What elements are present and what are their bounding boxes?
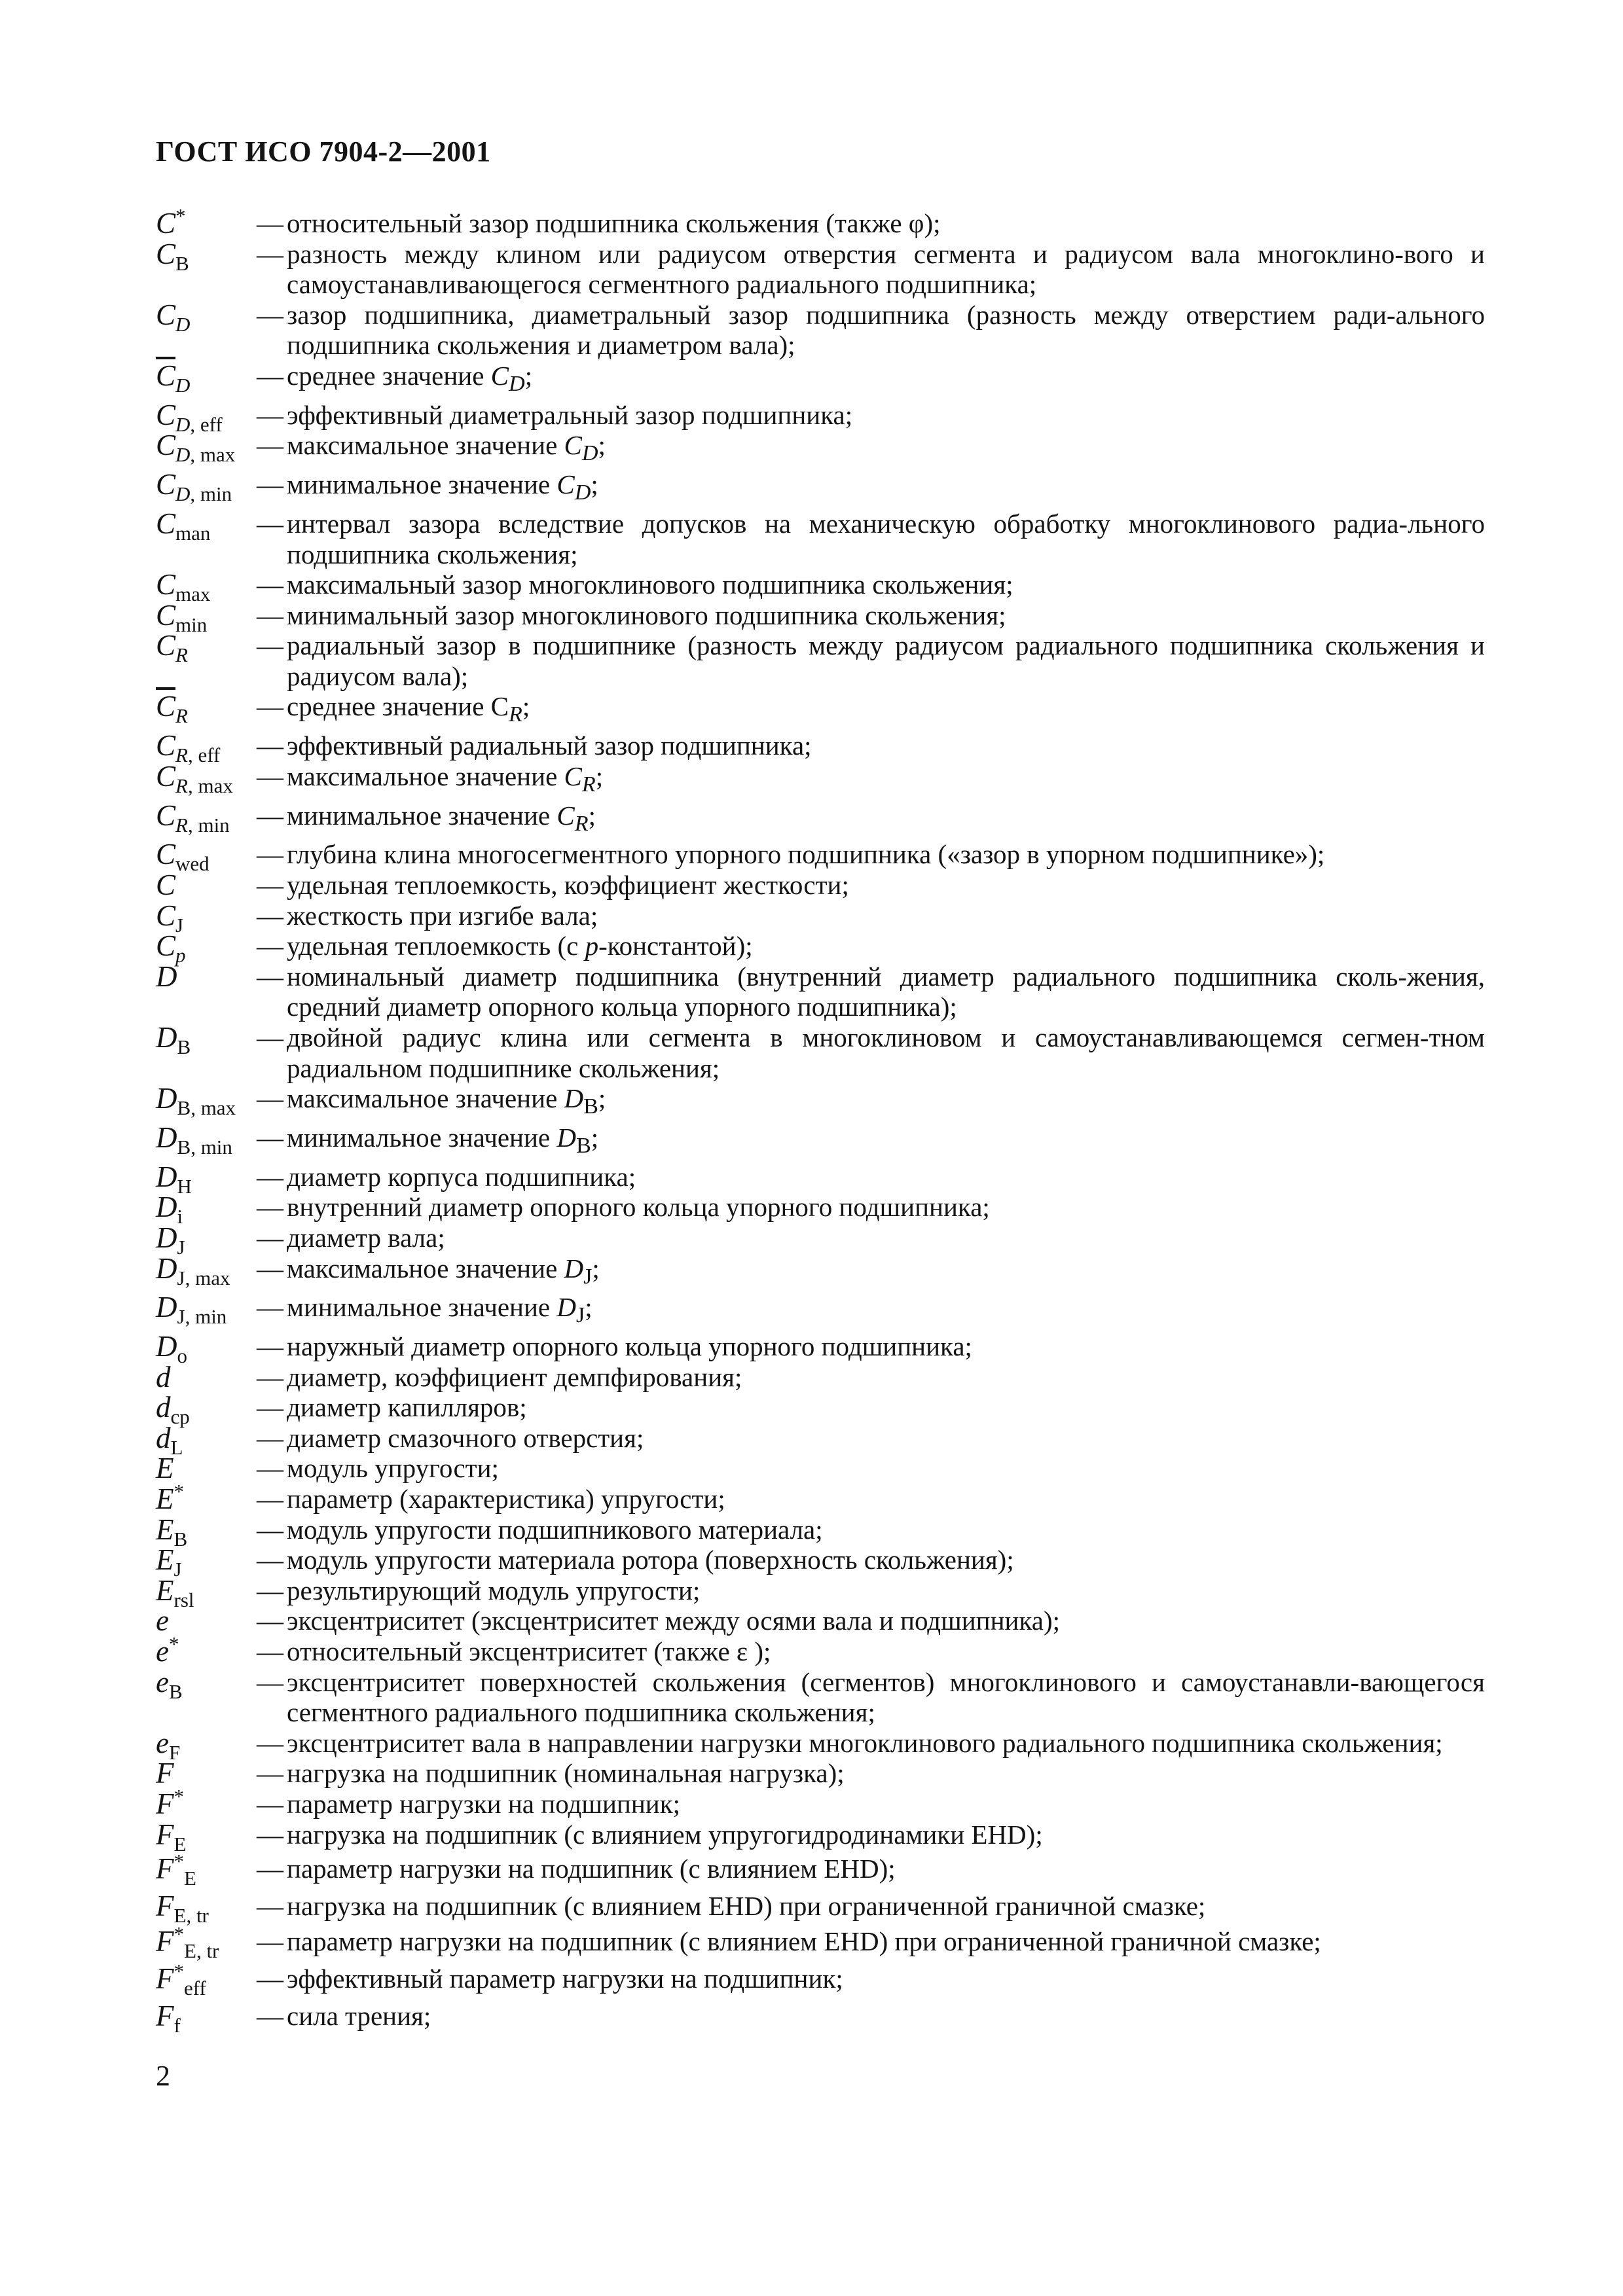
- definition-text: модуль упругости подшипникового материала;: [287, 1514, 823, 1545]
- definition-row: [156, 630, 1485, 691]
- definition-text: радиальный зазор в подшипнике (разность между радиусом радиального подшипника скольжения и радиусом вала);: [287, 630, 1485, 691]
- definition-row: [156, 1726, 1485, 1764]
- dash: —: [257, 630, 283, 661]
- dash: —: [257, 1122, 283, 1153]
- definition-row: [156, 598, 1485, 636]
- symbol-definitions-list: [156, 204, 1485, 2037]
- definition-row: [156, 870, 1485, 901]
- dash: —: [257, 1545, 283, 1575]
- definition-row: [156, 1784, 1485, 1820]
- definition-text: наружный диаметр опорного кольца упорного подшипника;: [287, 1331, 972, 1362]
- definition-text: зазор подшипника, диаметральный зазор подшипника (разность между отверстием ради-ального подшипника скольжения и диаметром вала);: [287, 299, 1485, 361]
- definition-text: глубина клина многосегментного упорного подшипника («зазор в упорном подшипнике»);: [287, 839, 1325, 870]
- definition-row: [156, 1667, 1485, 1728]
- definition-row: [156, 568, 1485, 606]
- dash: —: [257, 1392, 283, 1423]
- dash: —: [257, 1161, 283, 1192]
- dash: —: [257, 430, 283, 461]
- dash: —: [257, 208, 283, 238]
- definition-text: минимальное значение $D_J$;: [287, 1292, 593, 1328]
- dash: —: [257, 1926, 283, 1957]
- definition-text: минимальное значение $D_B$;: [287, 1122, 599, 1158]
- symbol: $F^*_{eff}$: [156, 1959, 206, 2000]
- definition-row: [156, 1191, 1485, 1229]
- symbol: $C_B$: [156, 237, 189, 275]
- dash: —: [257, 399, 283, 430]
- dash: —: [257, 1636, 283, 1666]
- symbol: $d_L$: [156, 1421, 183, 1459]
- symbol: $\overline{C}_R$: [156, 690, 188, 728]
- dash: —: [257, 761, 283, 791]
- definition-text: относительный эксцентриситет (также ε );: [287, 1636, 771, 1666]
- symbol: $C_{R, min}$: [156, 798, 230, 836]
- definition-row: [156, 398, 1485, 436]
- definition-row: [156, 1022, 1485, 1083]
- symbol: $D_{B, min}$: [156, 1121, 232, 1158]
- definition-row: [156, 729, 1485, 767]
- dash: —: [257, 469, 283, 500]
- definition-text: минимальное значение $C_D$;: [287, 469, 598, 505]
- page-number: 2: [156, 2060, 170, 2092]
- symbol: $D_{B, max}$: [156, 1082, 236, 1120]
- dash: —: [257, 1484, 283, 1515]
- definition-row: [156, 1453, 1485, 1484]
- definition-row: [156, 1292, 1485, 1331]
- symbol: $D_J$: [156, 1221, 185, 1259]
- definition-text: нагрузка на подшипник (с влиянием упругогидродинамики EHD);: [287, 1819, 1043, 1850]
- definition-row: [156, 204, 1485, 240]
- definition-text: удельная теплоемкость, коэффициент жесткости;: [287, 870, 849, 900]
- definition-row: [156, 929, 1485, 967]
- dash: —: [257, 1727, 283, 1758]
- definition-text: разность между клином или радиусом отверстия сегмента и радиусом вала многоклино-вого и самоустанавливающегося сегментного радиального подшипника;: [287, 238, 1485, 300]
- definition-text: эффективный радиальный зазор подшипника;: [287, 730, 812, 761]
- dash: —: [257, 2000, 283, 2031]
- dash: —: [257, 931, 283, 961]
- definition-row: [156, 1605, 1485, 1636]
- definition-text: эффективный диаметральный зазор подшипника;: [287, 399, 853, 430]
- definition-text: диаметр корпуса подшипника;: [287, 1161, 636, 1192]
- dash: —: [257, 508, 283, 539]
- dash: —: [257, 299, 283, 330]
- symbol: E: [156, 1452, 174, 1485]
- definition-row: [156, 1818, 1485, 1856]
- definition-text: эксцентриситет вала в направлении нагрузки многоклинового радиального подшипника скольжения;: [287, 1727, 1443, 1758]
- dash: —: [257, 1253, 283, 1283]
- definition-row: [156, 899, 1485, 937]
- dash: —: [257, 1022, 283, 1052]
- symbol: e: [156, 1604, 169, 1638]
- definition-row: [156, 1160, 1485, 1198]
- definition-row: [156, 961, 1485, 1022]
- symbol: C: [156, 869, 176, 901]
- symbol: $e_B$: [156, 1665, 183, 1703]
- dash: —: [257, 1890, 283, 1921]
- definition-row: [156, 691, 1485, 730]
- dash: —: [257, 1331, 283, 1362]
- dash: —: [257, 1575, 283, 1605]
- definition-row: [156, 239, 1485, 300]
- dash: —: [257, 1453, 283, 1484]
- symbol: $C_{D, eff}$: [156, 398, 223, 436]
- dash: —: [257, 870, 283, 900]
- symbol: $C_p$: [156, 929, 186, 967]
- definition-text: диаметр, коэффициент демпфирования;: [287, 1361, 742, 1392]
- definition-text: параметр (характеристика) упругости;: [287, 1484, 725, 1515]
- dash: —: [257, 1192, 283, 1223]
- dash: —: [257, 1854, 283, 1884]
- dash: —: [257, 600, 283, 630]
- definition-text: максимальный зазор многоклинового подшипника скольжения;: [287, 569, 1013, 600]
- symbol: F*: [156, 1784, 184, 1820]
- definition-text: диаметр вала;: [287, 1222, 445, 1253]
- definition-row: [156, 1083, 1485, 1122]
- definition-text: нагрузка на подшипник (с влиянием EHD) при ограниченной граничной смазке;: [287, 1890, 1206, 1921]
- symbol: $e_F$: [156, 1726, 181, 1764]
- definition-text: диаметр капилляров;: [287, 1392, 527, 1423]
- symbol: $F^*_E$: [156, 1850, 196, 1890]
- definition-row: [156, 1850, 1485, 1890]
- definition-row: [156, 1221, 1485, 1259]
- definition-text: минимальное значение $C_R$;: [287, 800, 596, 836]
- dash: —: [257, 1963, 283, 1994]
- definition-text: интервал зазора вследствие допусков на механическую обработку многоклинового радиа-льного подшипника скольжения;: [287, 508, 1485, 569]
- definition-text: параметр нагрузки на подшипник (с влиянием EHD);: [287, 1854, 896, 1884]
- symbol: d: [156, 1360, 171, 1393]
- symbol: $C_{wed}$: [156, 838, 210, 876]
- definition-text: параметр нагрузки на подшипник;: [287, 1788, 681, 1819]
- definition-text: среднее значение $C_D$;: [287, 360, 533, 397]
- symbol: $C_{R, max}$: [156, 759, 233, 797]
- definition-row: [156, 1253, 1485, 1293]
- definition-text: эффективный параметр нагрузки на подшипник;: [287, 1963, 843, 1994]
- dash: —: [257, 900, 283, 931]
- symbol: F: [156, 1757, 174, 1790]
- symbol: $F^*_{E, tr}$: [156, 1922, 219, 1963]
- definition-row: [156, 1513, 1485, 1551]
- dash: —: [257, 1666, 283, 1697]
- symbol: $C_J$: [156, 899, 184, 937]
- definition-text: удельная теплоемкость (с p-константой);: [287, 931, 753, 961]
- symbol: $d_{cp}$: [156, 1391, 190, 1429]
- symbol: $C_{R, eff}$: [156, 729, 221, 767]
- definition-row: [156, 509, 1485, 569]
- symbol: $D_{J, min}$: [156, 1291, 227, 1329]
- definition-text: номинальный диаметр подшипника (внутренний диаметр радиального подшипника сколь-жения, средний диаметр опорного кольца упорного подшипника);: [287, 961, 1485, 1022]
- definition-row: [156, 361, 1485, 400]
- definition-text: максимальное значение $D_B$;: [287, 1083, 606, 1119]
- dash: —: [257, 1222, 283, 1253]
- definition-row: [156, 1999, 1485, 2037]
- dash: —: [257, 238, 283, 269]
- dash: —: [257, 1788, 283, 1819]
- definition-text: минимальный зазор многоклинового подшипника скольжения;: [287, 600, 1006, 630]
- definition-row: [156, 1573, 1485, 1611]
- definition-text: результирующий модуль упругости;: [287, 1575, 701, 1605]
- symbol: $E_J$: [156, 1543, 182, 1581]
- definition-row: [156, 1543, 1485, 1581]
- dash: —: [257, 1605, 283, 1636]
- definition-text: жесткость при изгибе вала;: [287, 900, 598, 931]
- symbol: $E_{rsl}$: [156, 1573, 194, 1611]
- definition-text: эксцентриситет поверхностей скольжения (сегментов) многоклинового и самоустанавли-вающегося сегментного радиального подшипника скольжения;: [287, 1666, 1485, 1728]
- definition-text: диаметр смазочного отверстия;: [287, 1422, 644, 1453]
- symbol: $C_{D, min}$: [156, 468, 232, 506]
- symbol: $D_H$: [156, 1160, 192, 1198]
- symbol: $C_{man}$: [156, 507, 211, 545]
- definition-row: [156, 1362, 1485, 1393]
- definition-text: относительный зазор подшипника скольжения (также φ);: [287, 208, 941, 238]
- dash: —: [257, 360, 283, 391]
- dash: —: [257, 961, 283, 992]
- symbol: $F_{E, tr}$: [156, 1889, 209, 1927]
- definition-row: [156, 800, 1485, 840]
- symbol: $D_B$: [156, 1020, 191, 1058]
- symbol: $D_{J, max}$: [156, 1251, 230, 1289]
- dash: —: [257, 730, 283, 761]
- definition-text: параметр нагрузки на подшипник (с влиянием EHD) при ограниченной граничной смазке;: [287, 1926, 1321, 1957]
- definition-row: [156, 1480, 1485, 1516]
- definition-row: [156, 761, 1485, 800]
- dash: —: [257, 691, 283, 722]
- dash: —: [257, 800, 283, 831]
- dash: —: [257, 1758, 283, 1789]
- symbol: $C_{min}$: [156, 598, 208, 636]
- definition-row: [156, 838, 1485, 876]
- definition-text: модуль упругости материала ротора (поверхность скольжения);: [287, 1545, 1014, 1575]
- definition-text: сила трения;: [287, 2000, 431, 2031]
- definition-text: внутренний диаметр опорного кольца упорного подшипника;: [287, 1192, 990, 1223]
- definition-row: [156, 1632, 1485, 1668]
- symbol: $\overline{C}_D$: [156, 359, 191, 397]
- symbol: $C_R$: [156, 629, 188, 667]
- definition-row: [156, 469, 1485, 509]
- definition-text: среднее значение $C_R$;: [287, 691, 530, 727]
- definition-text: нагрузка на подшипник (номинальная нагрузка);: [287, 1758, 845, 1789]
- document-header: ГОСТ ИСО 7904-2—2001: [156, 135, 491, 168]
- definition-row: [156, 430, 1485, 469]
- dash: —: [257, 1819, 283, 1850]
- definition-text: максимальное значение $D_J$;: [287, 1253, 600, 1289]
- symbol: $C_{D, max}$: [156, 429, 236, 467]
- definition-row: [156, 1421, 1485, 1459]
- symbol: $F_f$: [156, 1999, 181, 2037]
- definition-row: [156, 1122, 1485, 1162]
- dash: —: [257, 1422, 283, 1453]
- definition-row: [156, 1889, 1485, 1927]
- symbol: D: [156, 960, 177, 993]
- dash: —: [257, 569, 283, 600]
- dash: —: [257, 1292, 283, 1323]
- symbol: $D_i$: [156, 1191, 183, 1229]
- symbol: C*: [156, 204, 186, 240]
- definition-row: [156, 300, 1485, 361]
- dash: —: [257, 1514, 283, 1545]
- definition-text: модуль упругости;: [287, 1453, 499, 1484]
- definition-row: [156, 1391, 1485, 1429]
- symbol: $D_o$: [156, 1330, 187, 1368]
- dash: —: [257, 1361, 283, 1392]
- definition-text: максимальное значение $C_D$;: [287, 430, 606, 466]
- symbol: $C_{max}$: [156, 568, 211, 606]
- dash: —: [257, 839, 283, 870]
- definition-row: [156, 1922, 1485, 1963]
- definition-text: максимальное значение $C_R$;: [287, 761, 604, 797]
- symbol: $E_B$: [156, 1513, 188, 1551]
- definition-row: [156, 1330, 1485, 1368]
- symbol: e*: [156, 1632, 179, 1668]
- symbol: E*: [156, 1480, 184, 1516]
- definition-row: [156, 1959, 1485, 2000]
- symbol: $C_D$: [156, 298, 191, 336]
- symbol: $F_E$: [156, 1818, 187, 1856]
- definition-text: эксцентриситет (эксцентриситет между осями вала и подшипника);: [287, 1605, 1061, 1636]
- definition-text: двойной радиус клина или сегмента в многоклиновом и самоустанавливающемся сегмен-тном радиальном подшипнике скольжения;: [287, 1022, 1485, 1083]
- definition-row: [156, 1758, 1485, 1789]
- dash: —: [257, 1083, 283, 1114]
